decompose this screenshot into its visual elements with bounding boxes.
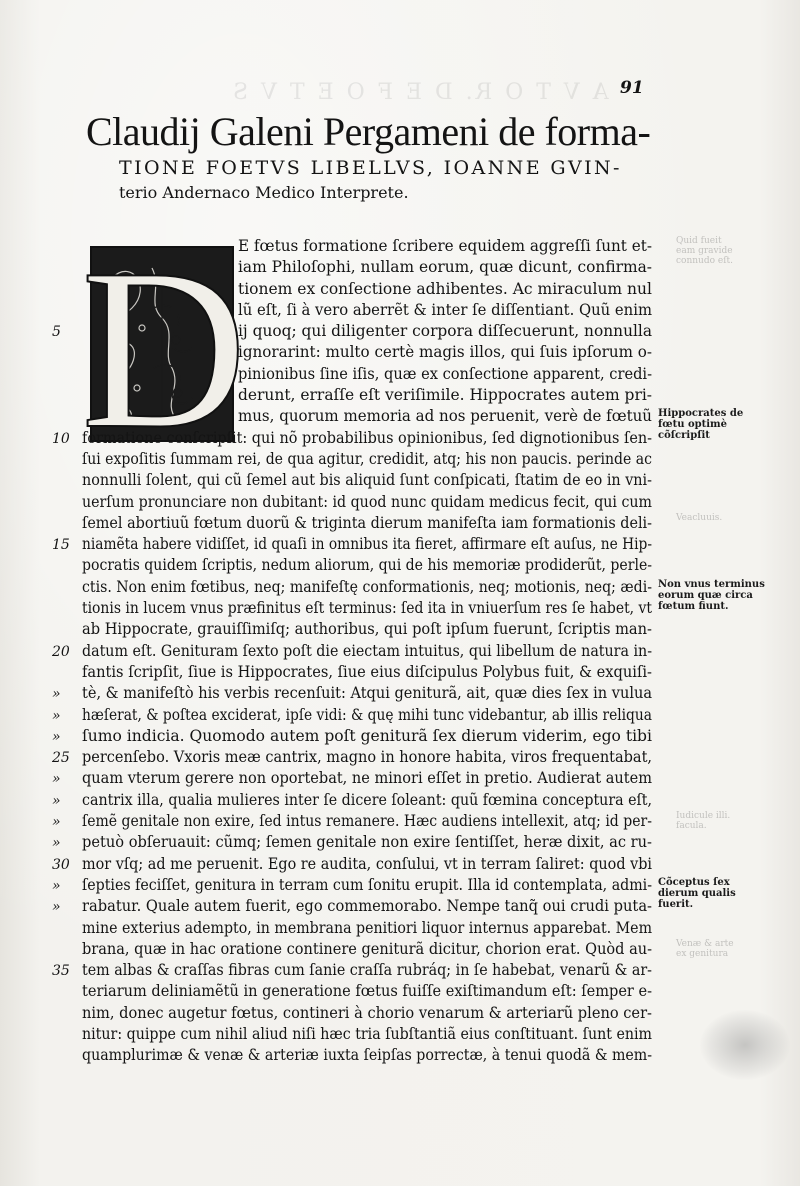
faint-margin-note: Iudicule illi. facula. [676, 811, 731, 832]
line-text: niamẽta habere vidiſſet, id quaſi in omnibus ita fieret, affirmare eſt auſus, ne Hip- [82, 535, 652, 554]
text-line [82, 1003, 652, 1024]
line-number: 5 [52, 324, 61, 341]
text-line [82, 513, 652, 534]
line-number: 10 [52, 430, 70, 447]
line-number: » [52, 877, 61, 894]
line-text: ſepties feciſſet, genitura in terram cum ſonitu erupit. Illa id contemplata, admi- [82, 875, 653, 894]
line-text: ſumo indicia. Quomodo autem poſt geniturã ſex dierum viderim, ego tibi [82, 726, 652, 745]
text-line [52, 811, 652, 832]
bleed-through-header: A V T O R. D E F O E T V S [230, 80, 609, 105]
text-line [82, 279, 652, 300]
line-text: ſemel abortiuũ fœtum duorũ & triginta dierum manifeſta iam formationis deli- [82, 513, 653, 532]
title-line-2: TIONE FOETVS LIBELLVS, IOANNE GVIN- [119, 157, 622, 179]
text-line [52, 641, 653, 662]
line-number: » [52, 707, 61, 724]
line-text: lũ eſt, ſi à vero aberrẽt & inter ſe diſſentiant. Quũ enim [238, 300, 652, 319]
text-line [52, 768, 652, 789]
line-text: ab Hippocrate, grauiſſimiſq; authoribus, qui poſt ipſum fuerunt, ſcriptis man- [82, 620, 652, 639]
text-line [82, 492, 652, 513]
text-line [82, 1024, 652, 1045]
text-line [82, 1045, 652, 1066]
faint-margin-note: Veacluuis. [676, 512, 723, 523]
line-text: brana, quæ in hac oratione continere geniturã dicitur, chorion erat. Quòd au- [82, 939, 653, 958]
line-text: rabatur. Quale autem fuerit, ego commemorabo. Nempe tanq̃ oui crudi puta- [82, 897, 653, 916]
text-line [82, 449, 652, 470]
text-line [82, 918, 652, 939]
margin-note: Cõceptus ſex dierum qualis fuerit. [658, 877, 736, 910]
line-number: 15 [52, 537, 70, 554]
text-line [82, 342, 652, 363]
line-text: ſui expoſitis ſummam rei, de qua agitur, credidit, atq; his non paucis. perinde ac [82, 449, 652, 468]
line-text: mine exterius adempto, in membrana penitiori liquor internus apparebat. Mem [82, 918, 653, 937]
text-line [82, 364, 652, 385]
line-text: uerſum pronunciare non dubitant: id quod nunc quidam medicus fecit, qui cum [82, 492, 652, 511]
line-text: formatione conſcripſit: qui nõ probabilibus opinionibus, ſed dignotionibus ſen- [82, 428, 652, 447]
title-line-3: terio Andernaco Medico Interprete. [119, 183, 409, 202]
line-text: iam Philoſophi, nullam eorum, quæ dicunt, confirma- [238, 258, 653, 277]
text-line [82, 470, 652, 491]
line-text: mor vſq; ad me peruenit. Ego re audita, conſului, vt in terram ſaliret: quod vbi [82, 854, 653, 873]
text-line [82, 406, 652, 427]
line-text: pocratis quidem ſcriptis, nedum aliorum, qui de his memoriæ prodiderũt, perle- [82, 556, 653, 575]
line-text: percenſebo. Vxoris meæ cantrix, magno in honore habita, viros frequentabat, [82, 748, 653, 767]
line-text: ij quoq; qui diligenter corpora diſſecuerunt, nonnulla [238, 322, 653, 341]
line-text: tè, & manifeſtò his verbis recenſuit: Atqui geniturã, ait, quæ dies ſex in vulua [82, 684, 653, 703]
text-line [82, 619, 652, 640]
line-number: 25 [52, 750, 70, 767]
line-text: cantrix illa, qualia mulieres inter ſe dicere ſoleant: quũ fœmina conceptura eſt, [82, 790, 653, 809]
text-line [52, 428, 652, 449]
line-text: fantis ſcripſit, ſiue is Hippocrates, ſiue eius diſcipulus Polybus fuit, & exquiſi- [82, 662, 652, 681]
line-text: teriarum deliniamẽtũ in generatione fœtus fuiſſe exiſtimandum eſt: ſemper e- [82, 982, 653, 1001]
line-number: 20 [52, 643, 70, 660]
text-line [52, 960, 652, 981]
line-text: tem albas & craſſas fibras cum ſanie craſſa rubráq; in ſe habebat, venarũ & ar- [82, 961, 652, 980]
line-text: tionem ex conſectione adhibentes. Ac miraculum nul [238, 279, 652, 298]
text-line [82, 555, 652, 576]
line-text: ctis. Non enim fœtibus, neq; manifeſtę conformationis, neq; motionis, neq; ædi- [82, 577, 652, 596]
text-line [52, 683, 653, 704]
text-line [52, 875, 653, 896]
text-line [52, 726, 652, 747]
text-line [52, 534, 652, 555]
line-text: tionis in lucem vnus præfinitus eſt terminus: ſed ita in vniuerſum res ſe habet, vt [82, 599, 652, 618]
paper-stain [700, 1010, 790, 1080]
line-text: quam vterum gerere non oportebat, ne minori eſſet in pretio. Audierat autem [82, 769, 652, 788]
faint-margin-note: Quid fueit eam gravide connudo eſt. [676, 236, 734, 266]
text-line [52, 854, 653, 875]
margin-note: Non vnus terminus eorum quæ circa fœtum fiunt. [658, 578, 765, 612]
text-line [82, 662, 652, 683]
line-text: nim, donec augetur fœtus, contineri à chorio venarum & arteriarũ pleno cer- [82, 1003, 652, 1022]
line-text: datum eſt. Genituram ſexto poſt die eiectam intuitus, qui libellum de natura in- [82, 641, 653, 660]
text-line [52, 832, 652, 853]
initial-letter: D [80, 221, 248, 476]
line-text: mus, quorum memoria ad nos peruenit, verè de fœtuũ [238, 407, 652, 426]
text-line [52, 321, 653, 342]
line-text: pinionibus ſine iſis, quæ ex conſectione apparent, credi- [238, 364, 653, 383]
margin-note: Hippocrates de fœtu optimè cõſcripſit [658, 408, 744, 442]
chapter-title [86, 110, 676, 204]
text-line [52, 896, 653, 917]
line-number: » [52, 792, 61, 809]
text-line [82, 300, 652, 321]
line-number: » [52, 771, 61, 788]
line-text: E fœtus formatione ſcribere equidem aggreſſi ſunt et- [238, 237, 652, 255]
title-line-1: Claudij Galeni Pergameni de forma- [86, 109, 651, 154]
text-line [52, 705, 652, 726]
line-number: » [52, 814, 61, 831]
text-line [82, 939, 652, 960]
text-line [82, 598, 652, 619]
line-text: nonnulli ſolent, qui cũ ſemel aut bis aliquid ſunt conſpicati, ſtatim de eo in vni- [82, 471, 652, 490]
text-line [82, 385, 652, 406]
line-text: nitur: quippe cum nihil aliud niſi hæc tria ſubſtantiã eius conſtituant. ſunt enim [82, 1024, 652, 1043]
text-line [52, 747, 653, 768]
line-number: 30 [52, 856, 70, 873]
line-number: » [52, 728, 61, 745]
folio-number: 91 [620, 78, 644, 98]
text-line [82, 981, 652, 1002]
line-number: 35 [52, 963, 70, 980]
main-text [52, 236, 653, 1067]
text-line [82, 257, 652, 278]
line-number: » [52, 835, 61, 852]
text-line [82, 577, 652, 598]
line-text: petuò obſeruauit: cũmq; ſemen genitale non exire ſentiſſet, heræ dixit, ac ru- [82, 833, 652, 852]
line-text: derunt, erraſſe eſt veriſimile. Hippocrates autem pri- [238, 386, 653, 405]
text-line [82, 236, 652, 257]
line-text: ſemẽ genitale non exire, ſed intus remanere. Hæc audiens intellexit, atq; id per- [82, 812, 652, 831]
line-number: » [52, 686, 61, 703]
line-text: quamplurimæ & venæ & arteriæ iuxta ſeipſas porrectæ, à tenui quodã & mem- [82, 1046, 652, 1065]
faint-margin-note: Venæ & arte ex genitura [676, 938, 734, 959]
text-line [52, 790, 653, 811]
line-text: hæſerat, & poſtea exciderat, ipſe vidi: & quę mihi tunc videbantur, ab illis reliqua [82, 705, 652, 724]
line-text: ignorarint: multo certè magis illos, qui ſuis ipſorum o- [238, 343, 653, 362]
line-number: » [52, 899, 61, 916]
